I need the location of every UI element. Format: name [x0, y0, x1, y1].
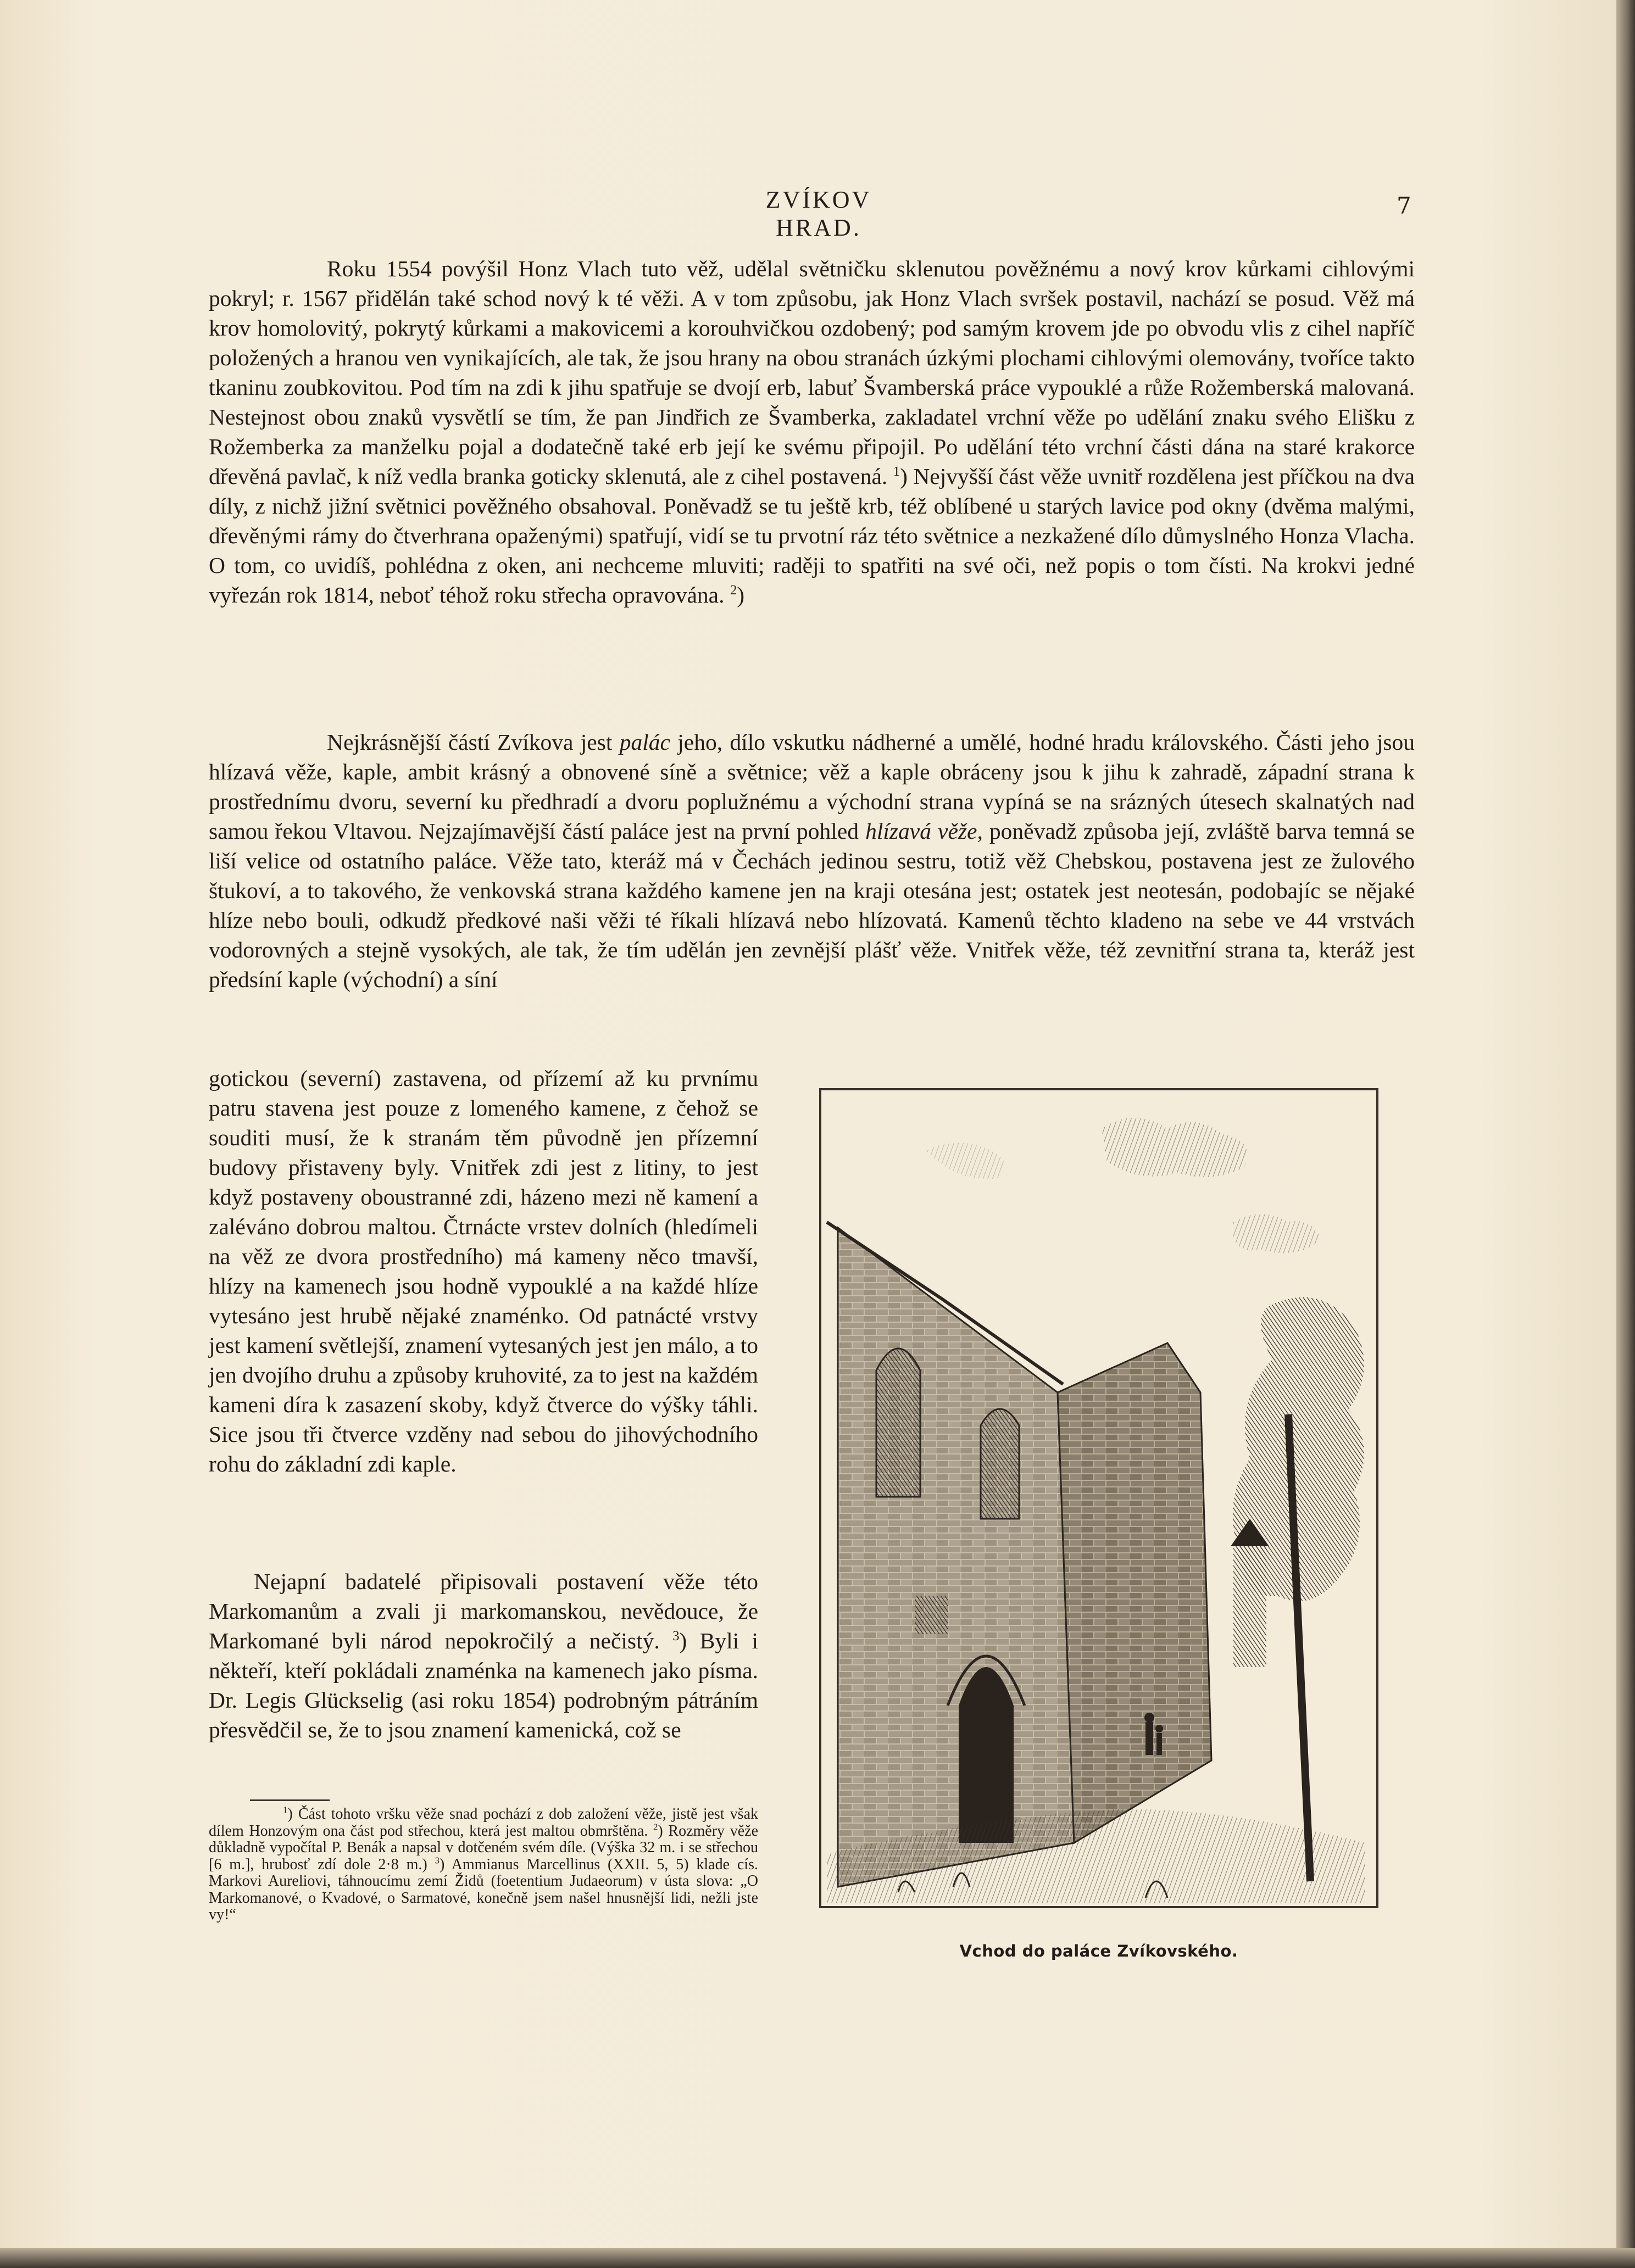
paragraph-2-italic-palac: palác	[619, 729, 670, 755]
footnotes: $^1$) Část tohoto vršku věže snad pochází z dob založení věže, jistě jest však dílem Honzovým ona část pod střechou, která jest maltou obmrštěna. $^2$) Rozměry věže důkladně vypočítal P. Benák a napsal v dotčeném svém díle. (Výška 32 m. i se střechou [6 m.], hrubosť zdí dole 2·8 m.) $^3$) Ammianus Marcellinus (XXII. 5, 5) klade cís. Markovi Aureliovi, táhnoucímu zemí Židů (foetentium Judaeorum) v ústa slova: „O Markomanové, o Kvadové, o Sarmatové, konečně jsem našel hnusnější lidi, nežli jste vy!“	[209, 1804, 759, 1923]
page-edge-bottom	[0, 2248, 1635, 2268]
paragraph-2-text-b: jeho, dílo vskutku nádherné a umělé, hodné hradu královského. Části jeho jsou hlízavá věže, kaple, ambit krásný a obnovené síně a světnice; věž a kaple obráceny jsou k jihu k zahradě, západní strana k prostřednímu dvoru, severní ku předhradí a dvoru poplužnému a východní strana vypíná se na srázných útesech skalnatých nad samou řekou Vltavou. Nejzajímavější částí paláce jest na první pohled	[209, 729, 1415, 844]
footnote-1-mark: 1	[283, 1804, 288, 1815]
paragraph-1-text-b: Nejvyšší část věže uvnitř rozdělena jest příčkou na dva díly, z nichž jižní světnici pověžného obsahoval. Poněvadž se tu ještě krb, též oblíbené u starých lavice pod okny (dvěma malými, dřevěnými rámy do čtverhrana opaženými) spatřují, vidí se tu prvotní ráz této světnice a nezkažené dílo důmyslného Honza Vlacha. O tom, co uvidíš, pohlédna z oken, ani nechceme mluviti; raději to spatřiti na své oči, než popis o tom čísti. Na krokvi jedné vyřezán rok 1814, neboť téhož roku střecha opravována.	[209, 464, 1415, 608]
footnote-3: Ammianus Marcellinus (XXII. 5, 5) klade cís. Markovi Aureliovi, táhnoucímu zemí Židů (foetentium Judaeorum) v ústa slova: „O Markomanové, o Kvadové, o Sarmatové, konečně jsem našel hnusnější lidi, nežli jste vy!“	[209, 1855, 759, 1923]
footnote-ref-3: 3	[672, 1629, 680, 1644]
engraving-illustration	[816, 1085, 1382, 1912]
footnote-ref-2: 2	[730, 583, 737, 598]
paragraph-2-italic-hlizava: hlízavá věže,	[865, 818, 983, 844]
paragraph-1: Roku 1554 povýšil Honz Vlach tuto věž, udělal světničku sklenutou pověžnému a nový krov kůrkami cihlovými pokryl; r. 1567 přidělán také schod nový k té věži. A v tom způsobu, jak Honz Vlach svršek postavil, nachází se posud. Věž má krov homolovitý, pokrytý kůrkami a makovicemi a korouhvičkou ozdobený; pod samým krovem jde po obvodu vlis z cihel napříč položených a hranou ven vynikajících, ale tak, že jsou hrany na obou stranách úzkými plochami cihlovými olemovány, tvoříce takto tkaninu zoubkovitou. Pod tím na zdi k jihu spatřuje se dvojí erb, labuť Švamberská práce vypouklé a růže Rožemberská malovaná. Nestejnost obou znaků vysvětlí se tím, že pan Jindřich ze Švamberka, zakladatel vrchní věže po udělání znaku svého Elišku z Rožemberka za manželku pojal a dodatečně také erb její ke svému připojil. Po udělání této vrchní části dána na staré krakorce dřevěná pavlač, k níž vedla branka goticky sklenutá, ale z cihel postavená. $^1$) Nejvyšší část věže uvnitř rozdělena jest příčkou na dva díly, z nichž jižní světnici pověžného obsahoval. Poněvadž se tu ještě krb, též oblíbené u starých lavice pod okny (dvěma malými, dřevěnými rámy do čtverhrana opaženými) spatřují, vidí se tu prvotní ráz této světnice a nezkažené dílo důmyslného Honza Vlacha. O tom, co uvidíš, pohlédna z oken, ani nechceme mluviti; raději to spatřiti na své oči, než popis o tom čísti. Na krokvi jedné vyřezán rok 1814, neboť téhož roku střecha opravována. $^2$)	[209, 256, 1415, 608]
paragraph-1-text-a: Roku 1554 povýšil Honz Vlach tuto věž, udělal světničku sklenutou pověžnému a nový krov kůrkami cihlovými pokryl; r. 1567 přidělán také schod nový k té věži. A v tom způsobu, jak Honz Vlach svršek postavil, nachází se posud. Věž má krov homolovitý, pokrytý kůrkami a makovicemi a korouhvičkou ozdobený; pod samým krovem jde po obvodu vlis z cihel napříč položených a hranou ven vynikajících, ale tak, že jsou hrany na obou stranách úzkými plochami cihlovými olemovány, tvoříce takto tkaninu zoubkovitou. Pod tím na zdi k jihu spatřuje se dvojí erb, labuť Švamberská práce vypouklé a růže Rožemberská malovaná. Nestejnost obou znaků vysvětlí se tím, že pan Jindřich ze Švamberka, zakladatel vrchní věže po udělání znaku svého Elišku z Rožemberka za manželku pojal a dodatečně také erb její ke svému připojil. Po udělání této vrchní části dána na staré krakorce dřevěná pavlač, k níž vedla branka goticky sklenutá, ale z cihel postavená.	[209, 256, 1415, 489]
footnote-separator	[250, 1799, 330, 1801]
figure-caption: Vchod do paláce Zvíkovského.	[959, 1942, 1238, 1960]
footnote-1: Část tohoto vršku věže snad pochází z dob založení věže, jistě jest však dílem Honzovým ona část pod střechou, která jest maltou obmrštěna.	[209, 1806, 759, 1840]
paragraph-2-text-c: poněvadž způsoba její, zvláště barva temná se liší velice od ostatního paláce. Věže tato, kteráž má v Čechách jedinou sestru, totiž věž Chebskou, postavena jest ze žulového štukoví, a to takového, že venkovská strana každého kamene jen na kraji otesána jest; ostatek jest neotesán, podobajíc se nějaké hlíze nebo bouli, odkudž předkové naši věži té říkali hlízavá nebo hlízovatá. Kamenů těchto kladeno na sebe ve 44 vrstvách vodorovných a stejně vysokých, ale tak, že tím udělán jen zevnější plášť věže. Vnitřek věže, též zevnitřní strana ta, kteráž jest předsíní kaple (východní) a síní	[209, 818, 1415, 992]
page-edge-right	[1616, 0, 1635, 2268]
running-title: ZVÍKOV HRAD.	[765, 186, 872, 241]
page-number: 7	[1397, 192, 1411, 219]
footnote-2: Rozměry věže důkladně vypočítal P. Benák a napsal v dotčeném svém díle. (Výška 32 m. i se střechou [6 m.], hrubosť zdí dole 2·8 m.)	[209, 1822, 759, 1873]
paragraph-2	[209, 727, 1415, 994]
paragraph-4: Nejapní badatelé připisovali postavení věže této Markomanům a zvali ji markomanskou, nevědouce, že Markomané byli národ nepokročilý a nečistý. $^3$) Byli i někteří, kteří pokládali znaménka na kamenech jako písma. Dr. Legis Glückselig (asi roku 1854) podrobným pátráním přesvědčil se, že to jsou znamení kamenická, což se	[209, 1569, 758, 1742]
footnote-2-mark: 2	[653, 1821, 658, 1832]
footnote-3-mark: 3	[435, 1855, 440, 1866]
footnote-ref-1: 1	[893, 464, 900, 480]
paragraph-4-text-b: Byli i někteří, kteří pokládali znaménka na kamenech jako písma. Dr. Legis Glückselig (asi roku 1854) podrobným pátráním přesvědčil se, že to jsou znamení kamenická, což se	[209, 1628, 758, 1742]
paragraph-2-text-a: Nejkrásnější částí Zvíkova jest	[327, 729, 613, 755]
castle-gate-engraving	[816, 1085, 1382, 1912]
paragraph-4-text-a: Nejapní badatelé připisovali postavení věže této Markomanům a zvali ji markomanskou, nevědouce, že Markomané byli národ nepokročilý a nečistý.	[209, 1569, 758, 1653]
paragraph-3: gotickou (severní) zastavena, od přízemí až ku prvnímu patru stavena jest pouze z lomeného kamene, z čehož se souditi musí, že k stranám těm původně jen přízemní budovy přistaveny byly. Vnitřek zdi jest z litiny, to jest když postaveny oboustranné zdi, házeno mezi ně kamení a zaléváno dobrou maltou. Čtrnácte vrstev dolních (hledímeli na věž ze dvora prostředního) má kameny něco tmavší, hlízy na kamenech jsou hodně vypouklé a na každé hlíze vytesáno jest hrubě nějaké znaménko. Od patnácté vrstvy jest kamení světlejší, znamení vytesaných jest jen málo, a to jen dvojího druhu a způsoby kruhovité, za to jest na každém kameni díra k zasazení skoby, když čtverce do výšky táhli. Sice jsou tři čtverce vzděny nad sebou do jihovýchodního rohu do základní zdi kaple.	[209, 1066, 758, 1476]
